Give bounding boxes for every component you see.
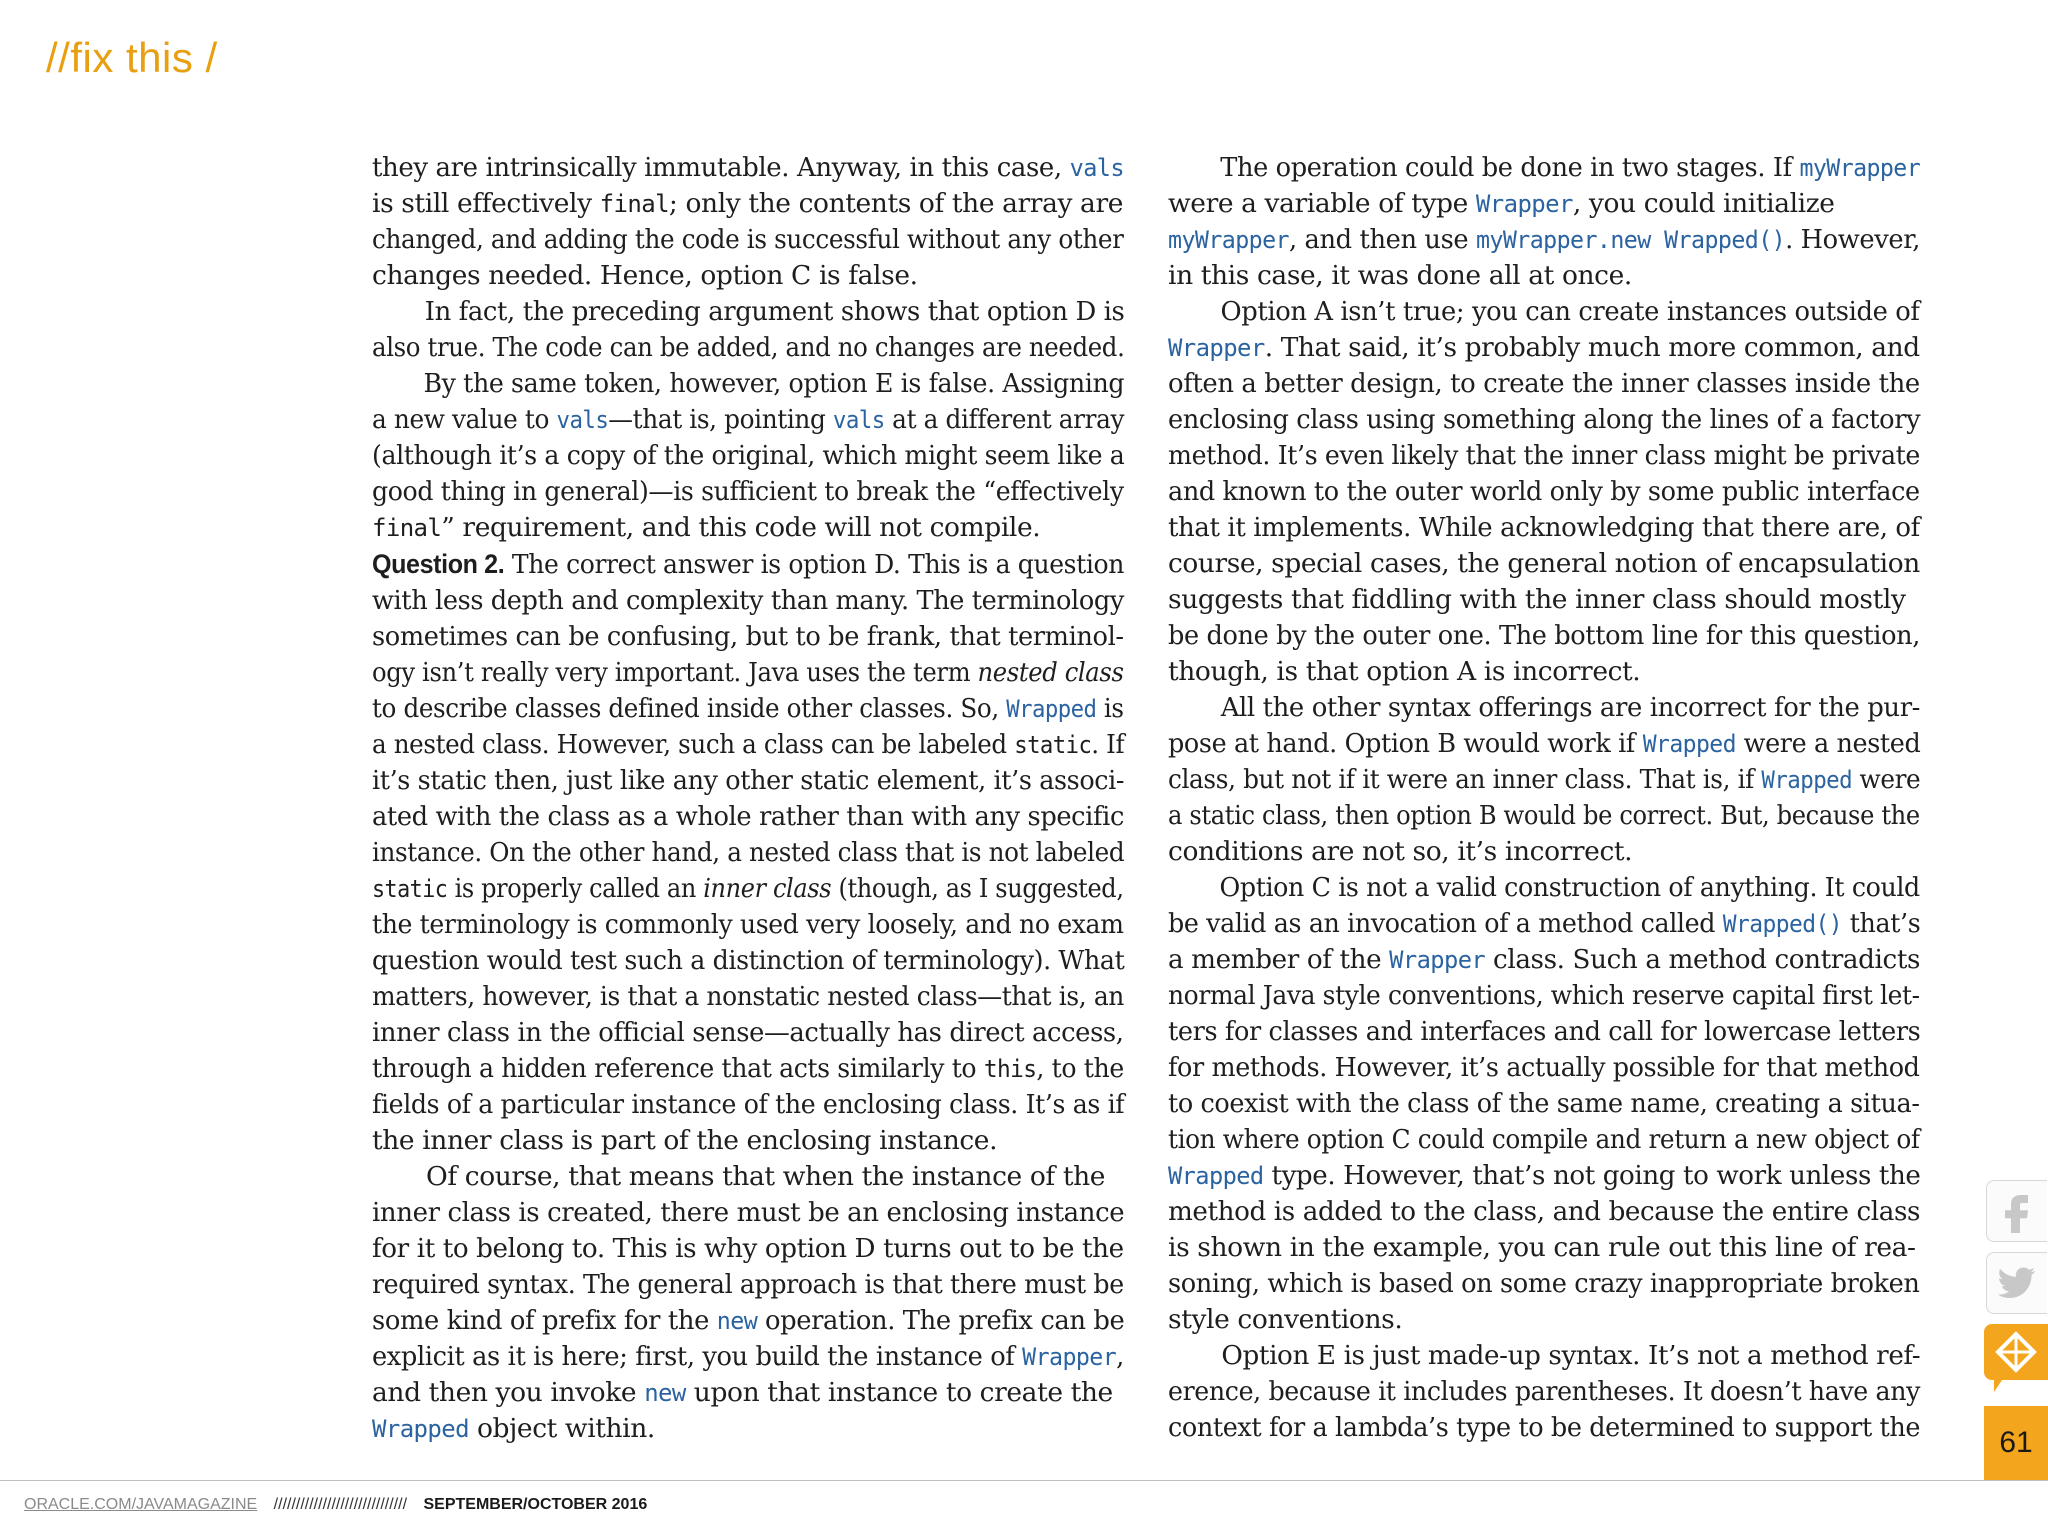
left-column-line: [372, 907, 1124, 943]
facebook-icon: [2000, 1189, 2034, 1233]
text-run: method is added to the class, and because the entire class: [1168, 1196, 1921, 1227]
text-run: upon that instance to create the: [685, 1377, 1113, 1408]
inline-code: new: [644, 1379, 686, 1407]
text-run: method. It’s even likely that the inner class might be private: [1168, 440, 1920, 471]
left-column-line: [372, 1195, 1125, 1231]
right-column-line: [1168, 582, 1920, 618]
right-column-line: [1168, 942, 1921, 978]
text-run: a member of the: [1168, 944, 1390, 975]
right-column-line: [1168, 906, 1921, 942]
inline-code: Wrapper: [1168, 334, 1265, 362]
twitter-share-button[interactable]: [1986, 1252, 2047, 1314]
left-column-line: [372, 1411, 1124, 1447]
text-run: to describe classes defined inside other classes. So,: [372, 693, 1007, 724]
right-column-line: [1168, 474, 1920, 510]
rss-feed-button[interactable]: [1984, 1324, 2048, 1394]
text-run: ated with the class as a whole rather than with any specific: [372, 801, 1124, 832]
text-run: they are intrinsically immutable. Anyway, in this case,: [372, 152, 1070, 183]
left-column-line: [372, 402, 1125, 438]
right-column-line: [1168, 222, 1921, 258]
text-run: sometimes can be confusing, but to be frank, that terminol-: [372, 621, 1124, 652]
text-run: class. Such a method contradicts: [1485, 944, 1921, 975]
left-column-line: [372, 835, 1125, 871]
left-column-line: [372, 619, 1124, 655]
left-column-line: [372, 1015, 1124, 1051]
text-run: is: [1096, 693, 1124, 724]
text-run: question would test such a distinction of terminology). What: [372, 945, 1125, 976]
left-column-line: [372, 1231, 1124, 1267]
right-column-line: [1168, 726, 1921, 762]
text-run: , you could initialize: [1572, 188, 1835, 219]
right-column-line: [1168, 186, 1920, 222]
right-column-line: [1168, 402, 1921, 438]
text-run: tion where option C could compile and return a new object of: [1168, 1124, 1920, 1155]
left-column-line: [372, 691, 1124, 727]
text-run: Option E is just made-up syntax. It’s not a method ref-: [1221, 1340, 1921, 1371]
left-column-line: [372, 258, 1124, 294]
left-column-line: [372, 330, 1125, 366]
right-column-line: [1168, 1410, 1921, 1446]
left-column-line: [372, 474, 1124, 510]
right-column-line: [1168, 546, 1918, 582]
rss-icon: [1984, 1324, 2048, 1394]
text-run: . If: [1091, 729, 1125, 760]
italic-term: nested class: [977, 657, 1124, 688]
text-run: —that is, pointing: [608, 404, 833, 435]
text-run: explicit as it is here; first, you build the instance of: [372, 1341, 1023, 1372]
text-run: Option C is not a valid construction of anything. It could: [1219, 872, 1920, 903]
right-column-line: [1168, 1266, 1920, 1302]
text-run: to coexist with the class of the same name, creating a situa-: [1168, 1088, 1920, 1119]
footer-slashes: //////////////////////////////: [273, 1496, 408, 1513]
left-column-line: [372, 1123, 1124, 1159]
left-column-line: [372, 763, 1125, 799]
left-column-line: [372, 871, 1124, 907]
text-run: that it implements. While acknowledging that there are, of: [1168, 512, 1920, 543]
text-run: Option A isn’t true; you can create instances outside of: [1220, 296, 1920, 327]
text-run: type. However, that’s not going to work unless the: [1263, 1160, 1921, 1191]
text-run: normal Java style conventions, which reserve capital first let-: [1168, 980, 1920, 1011]
inline-code: Wrapped: [1642, 730, 1736, 758]
left-column-line: [372, 186, 1124, 222]
text-run: though, is that option A is incorrect.: [1168, 656, 1641, 687]
left-column-line: [372, 546, 1124, 583]
text-run: (though, as I suggested,: [831, 873, 1124, 904]
right-column-line: [1168, 438, 1920, 474]
inline-code: Wrapper: [1389, 946, 1486, 974]
text-run: for methods. However, it’s actually possible for that method: [1168, 1052, 1920, 1083]
left-column-line: [372, 1267, 1124, 1303]
inline-code: new: [716, 1307, 758, 1335]
text-run: were a variable of type: [1168, 188, 1476, 219]
text-run: instance. On the other hand, a nested class that is not labeled: [372, 837, 1125, 868]
text-run: conditions are not so, it’s incorrect.: [1168, 836, 1633, 867]
article-column-right: [1168, 150, 1920, 1446]
text-run: is still effectively: [372, 188, 600, 219]
left-column-line: [372, 1087, 1125, 1123]
inline-code: myWrapper: [1168, 226, 1289, 254]
left-column-line: [372, 1339, 1124, 1375]
inline-keyword: final: [599, 190, 669, 218]
footer-divider: [0, 1480, 2048, 1481]
facebook-share-button[interactable]: [1986, 1180, 2047, 1242]
article-column-left: [372, 150, 1124, 1447]
right-column-line: [1168, 366, 1920, 402]
text-run: be valid as an invocation of a method called: [1168, 908, 1723, 939]
right-column-line: [1168, 798, 1920, 834]
text-run: it’s static then, just like any other static element, it’s associ-: [372, 765, 1125, 796]
left-column-line: [372, 583, 1124, 619]
text-run: at a different array: [884, 404, 1125, 435]
right-column-line: [1168, 870, 1920, 906]
text-run: inner class is created, there must be an enclosing instance: [372, 1197, 1125, 1228]
right-column-line: [1168, 258, 1920, 294]
inline-code: myWrapper: [1799, 154, 1921, 182]
left-column-line: [372, 1159, 1124, 1195]
right-column-line: [1168, 654, 1920, 690]
text-run: ,: [1116, 1341, 1124, 1372]
text-run: style conventions.: [1168, 1304, 1403, 1335]
right-column-line: [1168, 1122, 1920, 1158]
text-run: were a nested: [1735, 728, 1921, 759]
text-run: enclosing class using something along the lines of a factory: [1168, 404, 1921, 435]
left-column-line: [372, 1303, 1125, 1339]
left-column-line: [372, 366, 1125, 402]
text-run: a new value to: [372, 404, 557, 435]
right-column-line: [1168, 1050, 1920, 1086]
question-label: Question 2.: [372, 549, 505, 579]
text-run: and then you invoke: [372, 1377, 645, 1408]
right-column-line: [1168, 1086, 1920, 1122]
inline-keyword: static: [1014, 731, 1092, 759]
text-run: is shown in the example, you can rule out this line of rea-: [1168, 1232, 1916, 1263]
text-run: changes needed. Hence, option C is false.: [372, 260, 918, 291]
text-run: soning, which is based on some crazy inappropriate broken: [1168, 1268, 1920, 1299]
left-column-line: [372, 979, 1124, 1015]
text-run: be done by the outer one. The bottom line for this question,: [1168, 620, 1920, 651]
right-column-line: [1168, 1374, 1921, 1410]
text-run: pose at hand. Option B would work if: [1168, 728, 1643, 759]
text-run: ” requirement, and this code will not compile.: [441, 512, 1041, 543]
right-column-line: [1168, 510, 1920, 546]
inline-keyword: this: [983, 1055, 1037, 1083]
left-column-line: [372, 799, 1124, 835]
left-column-line: [372, 943, 1125, 979]
text-run: also true. The code can be added, and no changes are needed.: [372, 332, 1125, 363]
inline-code: Wrapper: [1022, 1343, 1117, 1371]
left-column-line: [372, 1051, 1124, 1087]
left-column-line: [372, 222, 1124, 258]
page-number: 61: [1984, 1406, 2048, 1480]
footer-issue-date: SEPTEMBER/OCTOBER 2016: [423, 1496, 648, 1513]
right-column-line: [1168, 1014, 1921, 1050]
text-run: class, but not if it were an inner class. That is, if: [1168, 764, 1762, 795]
right-column-line: [1168, 294, 1920, 330]
inline-keyword: static: [372, 875, 448, 903]
text-run: operation. The prefix can be: [757, 1305, 1125, 1336]
text-run: and known to the outer world only by some public interface: [1168, 476, 1920, 507]
text-run: . However,: [1785, 224, 1921, 255]
text-run: In fact, the preceding argument shows that option D is: [424, 296, 1125, 327]
italic-term: inner class: [703, 873, 832, 904]
right-column-line: [1168, 1194, 1921, 1230]
right-column-line: [1168, 834, 1920, 870]
left-column-line: [372, 655, 1124, 691]
text-run: were: [1852, 764, 1921, 795]
text-run: for it to belong to. This is why option D turns out to be the: [372, 1233, 1124, 1264]
text-run: through a hidden reference that acts similarly to: [372, 1053, 984, 1084]
right-column-line: [1168, 978, 1920, 1014]
text-run: fields of a particular instance of the enclosing class. It’s as if: [372, 1089, 1125, 1120]
text-run: , to the: [1036, 1053, 1124, 1084]
text-run: context for a lambda’s type to be determined to support the: [1168, 1412, 1921, 1443]
text-run: All the other syntax offerings are incorrect for the pur-: [1220, 692, 1921, 723]
text-run: the terminology is commonly used very loosely, and no exam: [372, 909, 1124, 940]
inline-keyword: final: [372, 514, 442, 542]
text-run: object within.: [468, 1413, 655, 1444]
right-column-line: [1168, 690, 1921, 726]
text-run: , and then use: [1288, 224, 1476, 255]
text-run: good thing in general)—is sufficient to break the “effectively: [372, 476, 1124, 507]
right-column-line: [1168, 1230, 1920, 1266]
text-run: the inner class is part of the enclosing instance.: [372, 1125, 998, 1156]
right-column-line: [1168, 330, 1918, 366]
text-run: ters for classes and interfaces and call for lowercase letters: [1168, 1016, 1921, 1047]
inline-code: vals: [556, 406, 609, 434]
left-column-line: [372, 510, 1124, 546]
inline-code: vals: [1069, 154, 1124, 182]
inline-code: Wrapped: [1006, 695, 1097, 723]
text-run: (although it’s a copy of the original, which might seem like a: [372, 440, 1125, 471]
text-run: erence, because it includes parentheses. It doesn’t have any: [1168, 1376, 1921, 1407]
text-run: required syntax. The general approach is that there must be: [372, 1269, 1124, 1300]
text-run: a static class, then option B would be correct. But, because the: [1168, 800, 1920, 831]
left-column-line: [372, 294, 1125, 330]
text-run: inner class in the official sense—actually has direct access,: [372, 1017, 1124, 1048]
footer: [24, 1496, 647, 1514]
text-run: Of course, that means that when the instance of the: [426, 1161, 1106, 1192]
text-run: By the same token, however, option E is false. Assigning: [423, 368, 1125, 399]
text-run: course, special cases, the general notion of encapsulation: [1168, 548, 1920, 579]
left-column-line: [372, 727, 1125, 763]
inline-code: Wrapped: [1761, 766, 1853, 794]
right-column-line: [1168, 762, 1921, 798]
text-run: ; only the contents of the array are: [668, 188, 1124, 219]
text-run: a nested class. However, such a class can be labeled: [372, 729, 1015, 760]
right-column-line: [1168, 1338, 1921, 1374]
inline-code: Wrapper: [1475, 190, 1573, 218]
left-column-line: [372, 150, 1124, 186]
text-run: . That said, it’s probably much more common, and: [1264, 332, 1920, 363]
inline-code: myWrapper.new Wrapped(): [1475, 226, 1786, 254]
text-run: often a better design, to create the inner classes inside the: [1168, 368, 1920, 399]
inline-code: Wrapped: [372, 1415, 469, 1443]
inline-code: Wrapped: [1168, 1162, 1264, 1190]
text-run: The correct answer is option D. This is a question: [504, 549, 1124, 580]
left-column-line: [372, 1375, 1124, 1411]
right-column-line: [1168, 150, 1921, 186]
text-run: suggests that fiddling with the inner class should mostly: [1168, 584, 1906, 615]
right-column-line: [1168, 1158, 1921, 1194]
inline-code: vals: [832, 406, 885, 434]
text-run: matters, however, is that a nonstatic nested class—that is, an: [372, 981, 1124, 1012]
text-run: some kind of prefix for the: [372, 1305, 717, 1336]
right-column-line: [1168, 1302, 1920, 1338]
twitter-icon: [1997, 1266, 2037, 1300]
text-run: that’s: [1842, 908, 1921, 939]
section-title: //fix this /: [46, 34, 218, 81]
text-run: The operation could be done in two stages. If: [1220, 152, 1800, 183]
footer-site-link[interactable]: ORACLE.COM/JAVAMAGAZINE: [24, 1496, 258, 1513]
text-run: changed, and adding the code is successful without any other: [372, 224, 1124, 255]
text-run: in this case, it was done all at once.: [1168, 260, 1632, 291]
inline-code: Wrapped(): [1722, 910, 1843, 938]
left-column-line: [372, 438, 1125, 474]
text-run: ogy isn’t really very important. Java uses the term: [372, 657, 978, 688]
text-run: is properly called an: [447, 873, 704, 904]
right-column-line: [1168, 618, 1920, 654]
text-run: with less depth and complexity than many. The terminology: [372, 585, 1124, 616]
